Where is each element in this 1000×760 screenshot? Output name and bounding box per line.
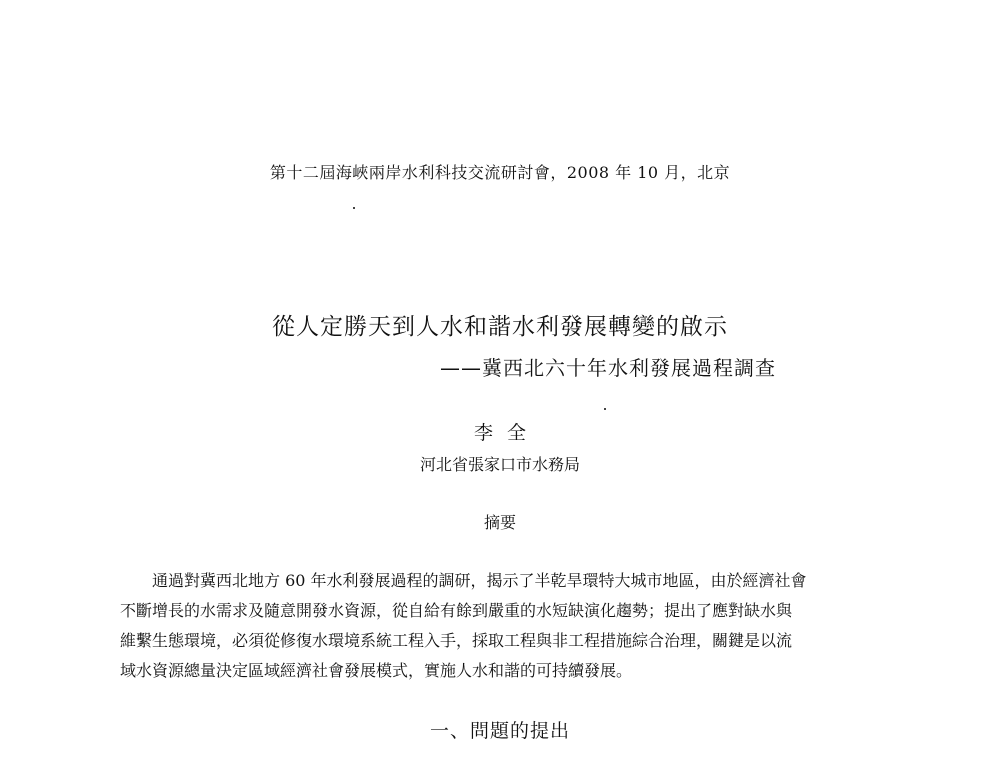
- abstract-heading: 摘要: [483, 513, 516, 532]
- conference-header: 第十二屆海峽兩岸水利科技交流研討會，2008 年 10 月，北京: [269, 163, 731, 182]
- scan-speck: [353, 207, 355, 209]
- scan-speck: [604, 408, 606, 410]
- paper-subtitle: ——冀西北六十年水利發展過程調查: [440, 356, 776, 380]
- abstract-body: [120, 566, 890, 686]
- abstract-text: 通過對冀西北地方 60 年水利發展過程的調研，揭示了半乾旱環特大城市地區，由於經濟社會 不斷增長的水需求及隨意開發水資源，從自給有餘到嚴重的水短缺演化趨勢；提出了應對缺水與 維繫生態環境，必須從修復水環境系統工程入手，採取工程與非工程措施綜合治理，關鍵是以流 域水資源總量決定區域經濟社會發展模式，實施人水和諧的可持續發展。: [120, 571, 807, 680]
- paper-title: 從人定勝天到人水和諧水利發展轉變的啟示: [272, 314, 728, 340]
- author-name: 李全: [473, 422, 540, 444]
- author-affiliation: 河北省張家口市水務局: [419, 455, 580, 474]
- section-heading: 一、問題的提出: [429, 720, 570, 742]
